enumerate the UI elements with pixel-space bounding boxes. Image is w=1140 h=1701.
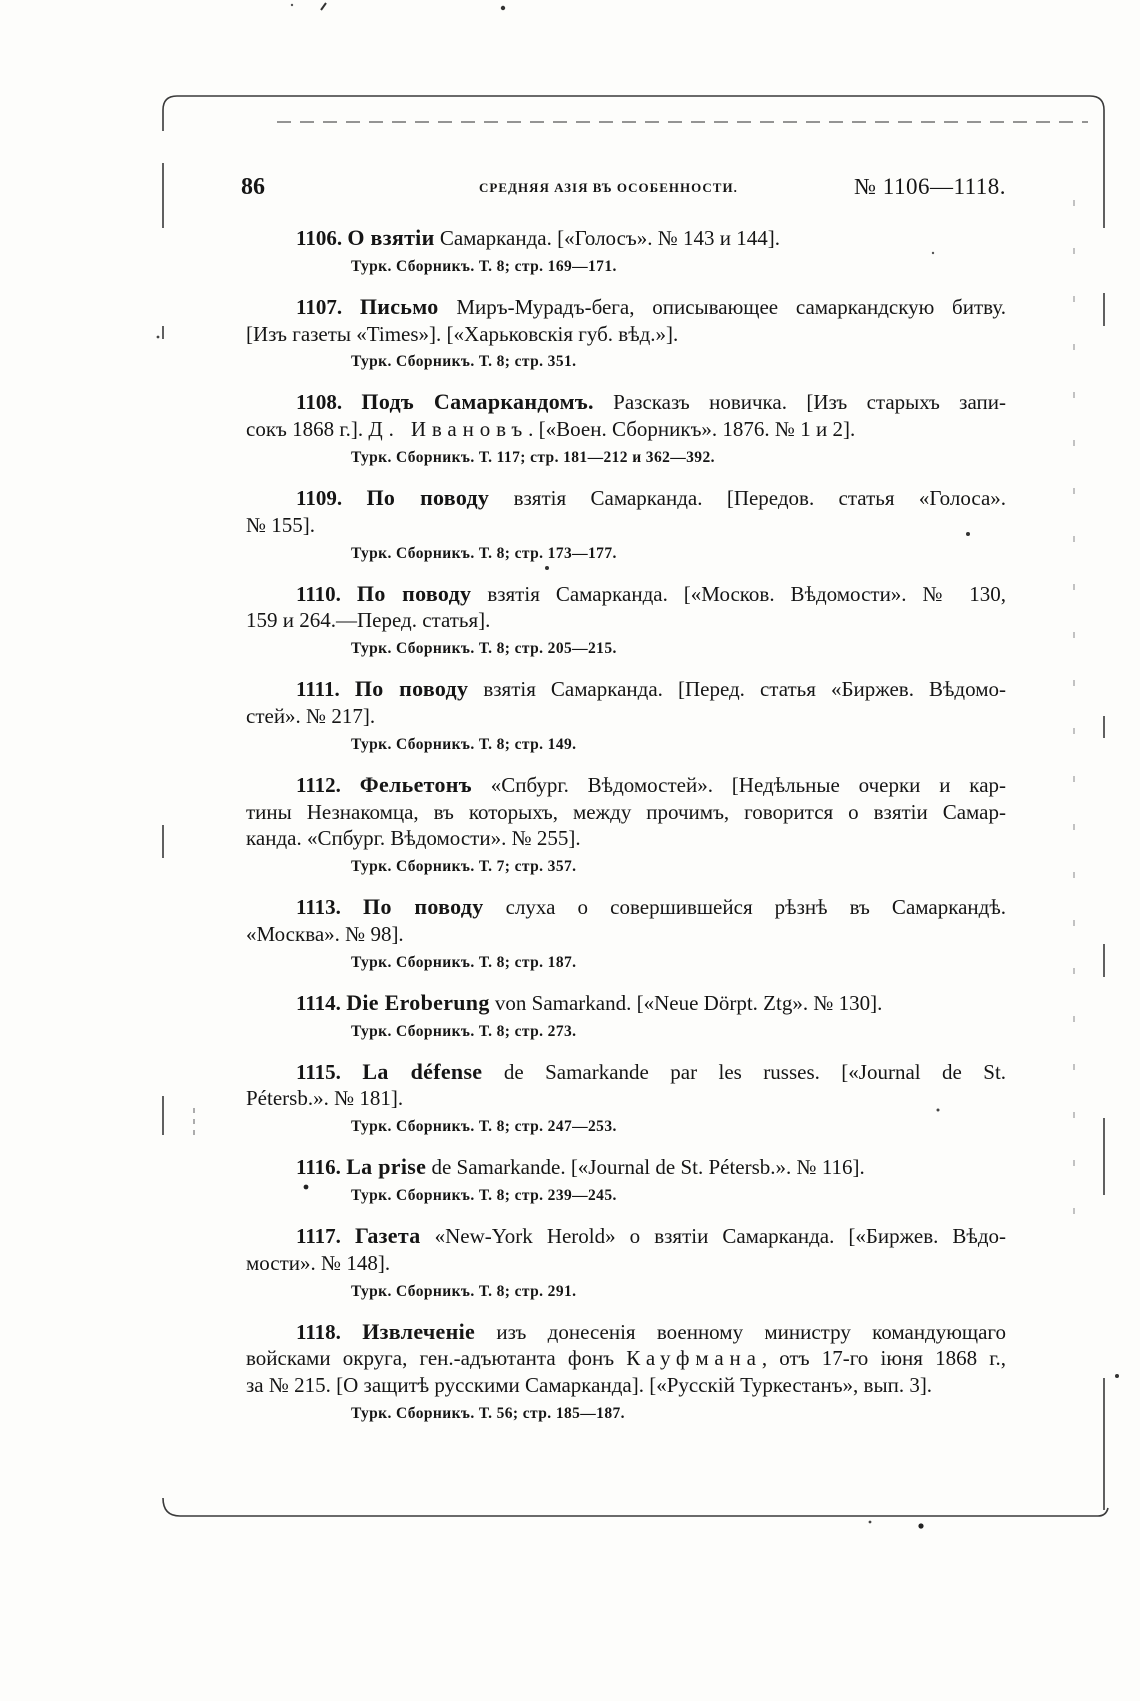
author-name: Д. Ивановъ: [368, 417, 529, 442]
entry-line: [246, 676, 1006, 703]
entry: [246, 1154, 1006, 1211]
entry-title: Фельетонъ: [359, 771, 472, 797]
page-number: 86: [241, 174, 265, 200]
entry-reference: Турк. Сборникъ. Т. 56; стр. 185—187.: [351, 1404, 625, 1422]
entry-number: 1110.: [296, 581, 341, 606]
entry-text: de Samarkande. [«Journal de St. Pétersb.». № 116].: [431, 1155, 865, 1180]
entry-number: 1114.: [296, 990, 341, 1015]
entry: [246, 294, 1006, 378]
entry-reference: Турк. Сборникъ. Т. 8; стр. 205—215.: [351, 640, 617, 658]
entry: [246, 581, 1006, 665]
speck: [501, 6, 505, 10]
entry-line: [246, 894, 1006, 921]
entry-line: [246, 1059, 1006, 1086]
entry-text: 159 и 264.—Перед. статья].: [246, 608, 491, 633]
entry-text: мости». № 148].: [246, 1250, 391, 1275]
entry: [246, 485, 1006, 569]
entry-text: взятія Самарканда. [«Москов. Вѣдомости». № 130,: [487, 581, 1007, 606]
entry-line: [246, 1372, 1006, 1399]
entry-text: Самарканда. [«Голосъ». № 143 и 144].: [439, 226, 781, 250]
speck: [291, 4, 293, 6]
entry-line: [246, 921, 1006, 948]
entry-line: [246, 772, 1006, 799]
entry-text: [Изъ газеты «Times»]. [«Харьковскія губ. вѣд.»].: [246, 321, 679, 346]
entry: [246, 389, 1006, 473]
running-header: [241, 170, 1006, 204]
entry-number: 1112.: [296, 772, 341, 797]
entry-text: изъ донесенія военному министру командующаго: [496, 1319, 1007, 1344]
entry-line: [246, 1223, 1006, 1250]
entry-reference: Турк. Сборникъ. Т. 8; стр. 247—253.: [351, 1118, 617, 1136]
entry-title: Die Eroberung: [346, 989, 490, 1015]
entry-line: [246, 416, 1006, 443]
entry-title: Извлеченіе: [362, 1318, 476, 1344]
speck: [321, 3, 326, 10]
entry-text: канда. «Спбург. Вѣдомости». № 255].: [246, 826, 581, 851]
entry-line: [246, 990, 1006, 1017]
entry-line: [246, 1085, 1006, 1112]
entry-reference: Турк. Сборникъ. Т. 8; стр. 291.: [351, 1282, 577, 1300]
entry-text: взятія Самарканда. [Перед. статья «Биржев. Вѣдомо-: [483, 677, 1006, 702]
entry-text: «New-York Herold» о взятіи Самарканда. [«Биржев. Вѣдо-: [434, 1223, 1007, 1248]
entry-text: сокъ 1868 г.].: [246, 417, 364, 442]
entry: [246, 676, 1006, 760]
entry-text: войсками округа, ген.-адъютанта фонъ: [246, 1346, 615, 1371]
entry-reference: Турк. Сборникъ. Т. 8; стр. 173—177.: [351, 544, 617, 562]
entry-text: Разсказъ новичка. [Изъ старыхъ запи-: [613, 390, 1006, 415]
entry: [246, 772, 1006, 882]
running-title: СРЕДНЯЯ АЗІЯ ВЪ ОСОБЕННОСТИ.: [479, 180, 738, 195]
entry-line: [246, 1250, 1006, 1277]
entry-line: [246, 225, 1006, 252]
entry-text: тины Незнакомца, въ которыхъ, между прочимъ, говорится о взятіи Самар-: [246, 799, 1006, 824]
frame-bottom-line: [163, 1498, 1108, 1516]
entry-number: 1117.: [296, 1223, 341, 1248]
entry-text: «Спбург. Вѣдомостей». [Недѣльные очерки и кар-: [490, 772, 1007, 797]
entry-number: 1111.: [296, 677, 340, 702]
entry-line: [246, 799, 1006, 826]
entry-text: слуха о совершившейся рѣзнѣ въ Самаркандѣ.: [505, 895, 1007, 920]
entry-title: По поводу: [356, 580, 472, 606]
entry-title: О взятіи: [347, 225, 435, 250]
entry-line: [246, 1154, 1006, 1181]
entry-reference: Турк. Сборникъ. Т. 8; стр. 169—171.: [351, 257, 617, 275]
frame-top-line: [163, 96, 1104, 131]
entry-title: По поводу: [366, 484, 490, 510]
entry-number: 1108.: [296, 390, 343, 415]
entry: [246, 1223, 1006, 1307]
entry-text: взятія Самарканда. [Передов. статья «Голоса».: [513, 485, 1007, 510]
entry-line: [246, 512, 1006, 539]
entry-number: 1106.: [296, 226, 343, 250]
entry-line: [246, 485, 1006, 512]
entry-title: По поводу: [363, 894, 484, 920]
entry-text: de Samarkande par les russes. [«Journal de St.: [503, 1059, 1007, 1084]
entry-number: 1113.: [296, 895, 341, 920]
entry-line: [246, 1319, 1006, 1346]
speck: [1115, 1374, 1119, 1378]
entry-number: 1115.: [296, 1059, 341, 1084]
entry-text: «Москва». № 98].: [246, 921, 404, 946]
entry: [246, 990, 1006, 1047]
entry-reference: Турк. Сборникъ. Т. 117; стр. 181—212 и 362—392.: [351, 448, 715, 466]
entry-title: Газета: [354, 1222, 421, 1248]
entry-reference: Турк. Сборникъ. Т. 8; стр. 187.: [351, 953, 577, 971]
speck: [918, 1523, 923, 1528]
entry-number: 1107.: [296, 294, 343, 319]
entry: [246, 225, 1006, 282]
entry-text: . [«Воен. Сборникъ». 1876. № 1 и 2].: [528, 417, 856, 442]
speck: [157, 336, 160, 339]
entry-text: , отъ 17-го іюня 1868 г.,: [761, 1346, 1006, 1371]
entry-number: 1116.: [296, 1155, 341, 1180]
entry-range: № 1106—1118.: [854, 174, 1006, 199]
entry: [246, 1059, 1006, 1143]
entry-reference: Турк. Сборникъ. Т. 8; стр. 149.: [351, 735, 577, 753]
entry-number: 1109.: [296, 485, 343, 510]
entry-line: [246, 607, 1006, 634]
entry-line: [246, 1345, 1006, 1372]
entry-reference: Турк. Сборникъ. Т. 8; стр. 351.: [351, 353, 577, 371]
entry-line: [246, 321, 1006, 348]
entry-line: [246, 294, 1006, 321]
entry-title: La prise: [346, 1154, 427, 1180]
entry-line: [246, 825, 1006, 852]
speck: [869, 1521, 872, 1524]
entry-reference: Турк. Сборникъ. Т. 7; стр. 357.: [351, 858, 577, 876]
entry-text: von Samarkand. [«Neue Dörpt. Ztg». № 130].: [494, 990, 883, 1015]
entry-number: 1118.: [296, 1319, 341, 1344]
entry-title: Письмо: [359, 293, 439, 319]
entry-title: По поводу: [354, 676, 469, 702]
entry-text: Миръ-Мурадъ-бега, описывающее самаркандскую битву.: [456, 294, 1007, 319]
person-name: Кауфмана: [626, 1346, 762, 1371]
entry: [246, 894, 1006, 978]
entry-line: [246, 581, 1006, 608]
entry-reference: Турк. Сборникъ. Т. 8; стр. 273.: [351, 1022, 577, 1040]
bibliography-list: [246, 225, 1006, 1429]
entry-title: Подъ Самаркандомъ.: [361, 389, 594, 415]
entry-text: № 155].: [246, 512, 316, 537]
entry-text: Pétersb.». № 181].: [246, 1086, 404, 1111]
entry-reference: Турк. Сборникъ. Т. 8; стр. 239—245.: [351, 1186, 617, 1204]
entry-line: [246, 703, 1006, 730]
entry-text: за № 215. [О защитѣ русскими Самарканда]. [«Русскій Туркестанъ», вып. 3].: [246, 1373, 933, 1398]
entry-line: [246, 389, 1006, 416]
entry-text: стей». № 217].: [246, 703, 376, 728]
entry-title: La défense: [362, 1058, 483, 1084]
entry: [246, 1319, 1006, 1429]
